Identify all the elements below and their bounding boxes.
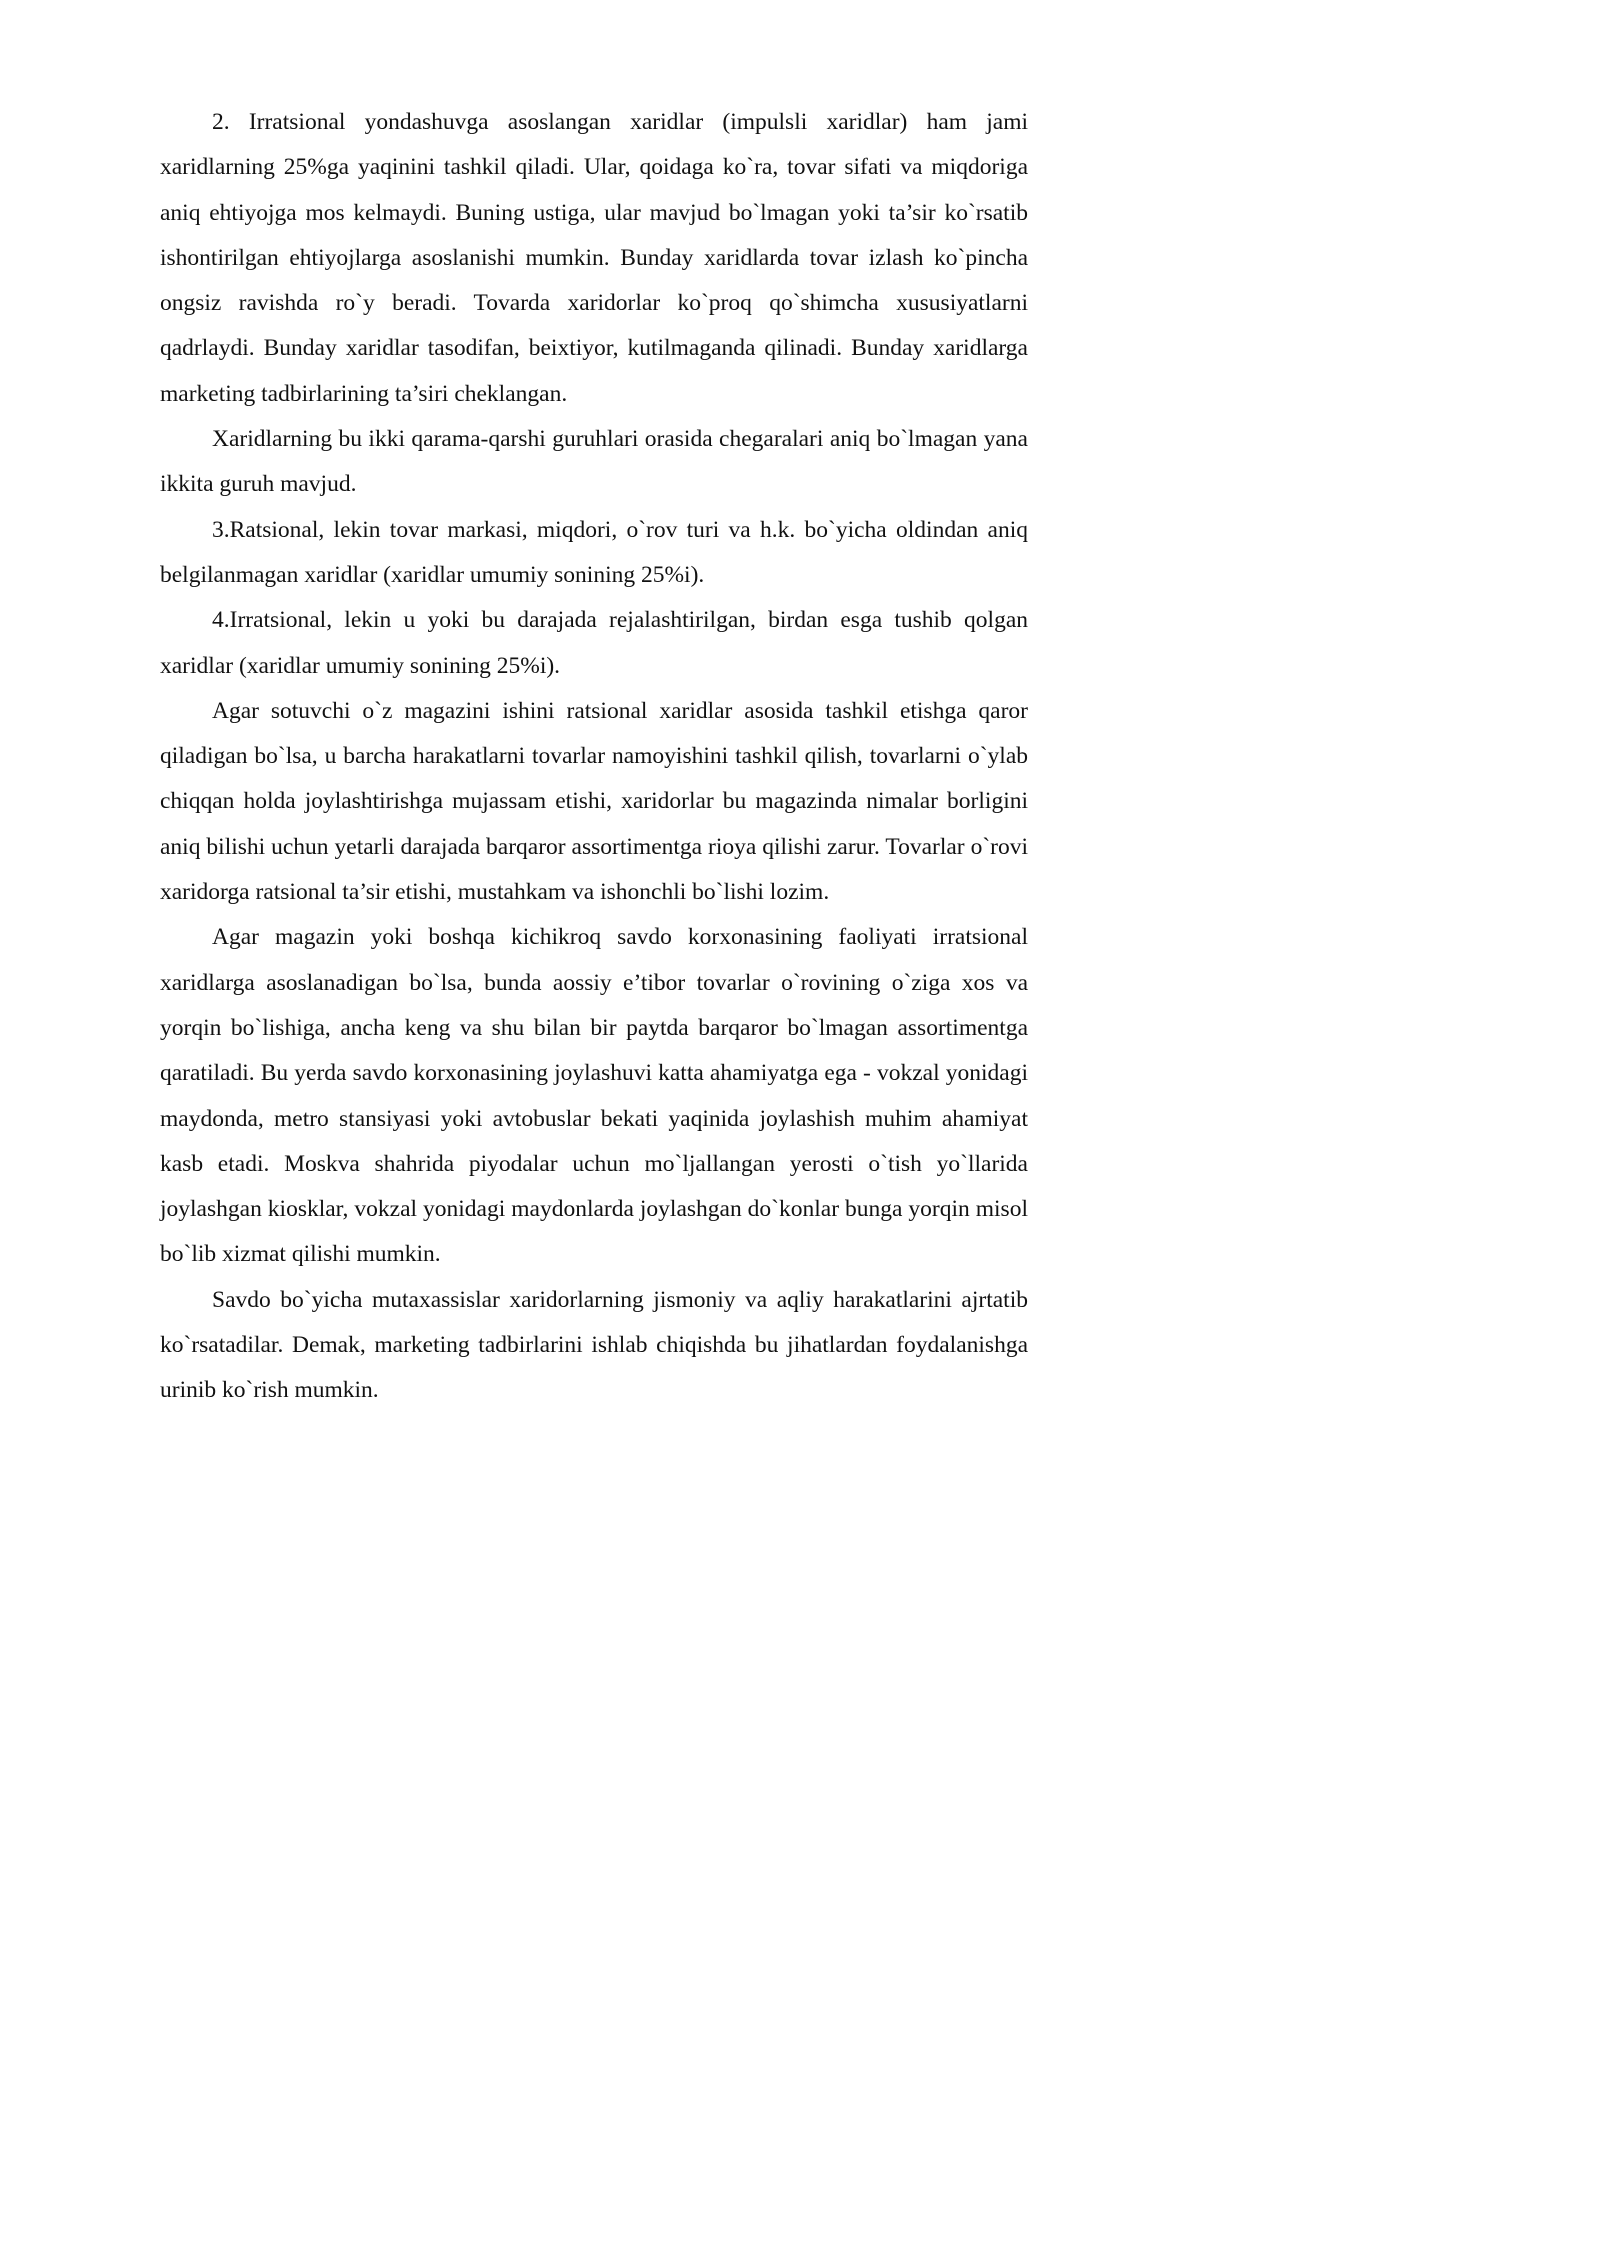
- paragraph-irrational-planned: 4.Irratsional, lekin u yoki bu darajada rejalashtirilgan, birdan esga tushib qolgan xaridlar (xaridlar umumiy sonining 25%i).: [160, 607, 1028, 679]
- paragraph-conclusion: Savdo bo`yicha mutaxassislar xaridorlarning jismoniy va aqliy harakatlarini ajrtatib ko`rsatadilar. Demak, marketing tadbirlarini ishlab chiqishda bu jihatlardan foydalanishga urinib ko`rish mumkin.: [160, 1286, 1028, 1404]
- paragraph-rational-store: Agar sotuvchi o`z magazini ishini ratsional xaridlar asosida tashkil etishga qaror qiladigan bo`lsa, u barcha harakatlarni tovarlar namoyishini tashkil qilish, tovarlarni o`ylab chiqqan holda joylashtirishga mujassam etishi, xaridorlar bu magazinda nimalar borligini aniq bilishi uchun yetarli darajada barqaror assortimentga rioya qilishi zarur. Tovarlar o`rovi xaridorga ratsional ta’sir etishi, mustahkam va ishonchli bo`lishi lozim.: [160, 697, 1028, 906]
- paragraph-two-more-groups: Xaridlarning bu ikki qarama-qarshi guruhlari orasida chegaralari aniq bo`lmagan yana ikkita guruh mavjud.: [160, 426, 1028, 498]
- document-page: [0, 0, 1100, 1556]
- paragraph-impulse-purchases: 2. Irratsional yondashuvga asoslangan xaridlar (impulsli xaridlar) ham jami xaridlarning 25%ga yaqinini tashkil qiladi. Ular, qoidaga ko`ra, tovar sifati va miqdoriga aniq ehtiyojga mos kelmaydi. Buning ustiga, ular mavjud bo`lmagan yoki ta’sir ko`rsatib ishontirilgan ehtiyojlarga asoslanishi mumkin. Bunday xaridlarda tovar izlash ko`pincha ongsiz ravishda ro`y beradi. Tovarda xaridorlar ko`proq qo`shimcha xususiyatlarni qadrlaydi. Bunday xaridlar tasodifan, beixtiyor, kutilmaganda qilinadi. Bunday xaridlarga marketing tadbirlarining ta’siri cheklangan.: [160, 109, 1028, 407]
- paragraph-irrational-store: Agar magazin yoki boshqa kichikroq savdo korxonasining faoliyati irratsional xaridlarga asoslanadigan bo`lsa, bunda aossiy e’tibor tovarlar o`rovining o`ziga xos va yorqin bo`lishiga, ancha keng va shu bilan bir paytda barqaror bo`lmagan assortimentga qaratiladi. Bu yerda savdo korxonasining joylashuvi katta ahamiyatga ega - vokzal yonidagi maydonda, metro stansiyasi yoki avtobuslar bekati yaqinida joylashish muhim ahamiyat kasb etadi. Moskva shahrida piyodalar uchun mo`ljallangan yerosti o`tish yo`llarida joylashgan kiosklar, vokzal yonidagi maydonlarda joylashgan do`konlar bunga yorqin misol bo`lib xizmat qilishi mumkin.: [160, 924, 1028, 1268]
- document-body: [160, 100, 1028, 1414]
- paragraph-rational-unplanned: 3.Ratsional, lekin tovar markasi, miqdori, o`rov turi va h.k. bo`yicha oldindan aniq belgilanmagan xaridlar (xaridlar umumiy sonining 25%i).: [160, 516, 1028, 588]
